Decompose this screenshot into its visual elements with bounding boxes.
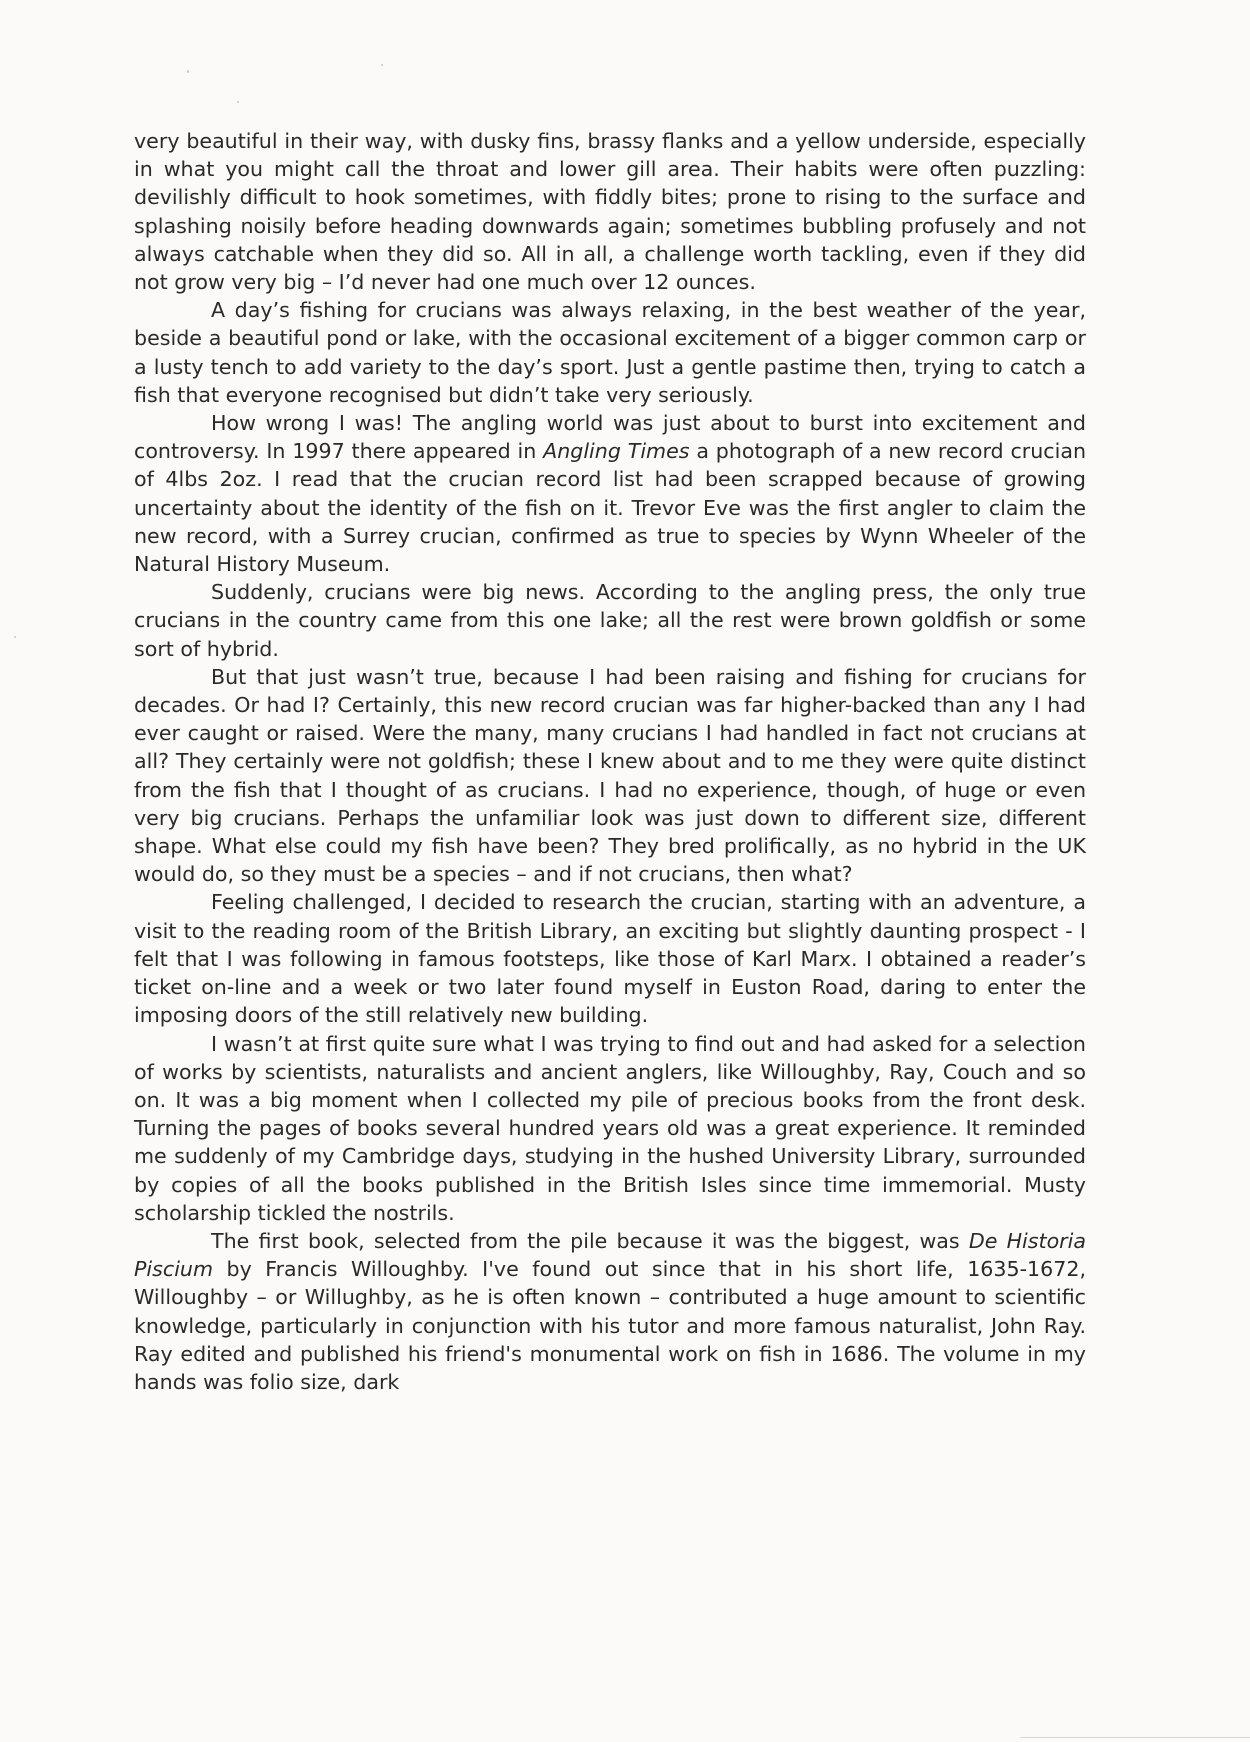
scan-speck: [14, 636, 16, 638]
paragraph-text: very beautiful in their way, with dusky fins, brassy flanks and a yellow underside, especially in what you might call the throat and lower gill area. Their habits were often puzzling: devilishly difficult to hook sometimes, with fiddly bites; prone to rising to the surface and splashing noisily before heading downwards again; sometimes bubbling profusely and not always catchable when they did so. All in all, a challenge worth tackling, even if they did not grow very big – I’d never had one much over 12 ounces.: [134, 129, 1086, 295]
scan-speck: [187, 70, 189, 73]
paragraph-text: But that just wasn’t true, because I had been raising and fishing for crucians for decades. Or had I? Certainly, this new record crucian was far higher-backed than any I had ever caught or raised. Were the many, many crucians I had handled in fact not crucians at all? They certainly were not goldfish; these I knew about and to me they were quite distinct from the fish that I thought of as crucians. I had no experience, though, of huge or even very big crucians. Perhaps the unfamiliar look was just down to different size, different shape. What else could my fish have been? They bred prolifically, as no hybrid in the UK would do, so they must be a species – and if not crucians, then what?: [134, 664, 1086, 887]
paragraph: [134, 409, 1086, 578]
italic-title: Angling Times: [543, 439, 690, 464]
scan-speck: [381, 64, 383, 66]
paragraph: [134, 1030, 1086, 1227]
paragraph-text: a photograph of a new record crucian of 4lbs 2oz. I read that the crucian record list had been scrapped because of growing uncertainty about the identity of the fish on it. Trevor Eve was the first angler to claim the new record, with a Surrey crucian, confirmed as true to species by Wynn Wheeler of the Natural History Museum.: [134, 439, 1087, 577]
body-text: [134, 127, 1086, 1396]
paragraph: [134, 663, 1086, 889]
paragraph-text: I wasn’t at first quite sure what I was trying to find out and had asked for a selection of works by scientists, naturalists and ancient anglers, like Willoughby, Ray, Couch and so on. It was a big moment when I collected my pile of precious books from the front desk. Turning the pages of books several hundred years old was a great experience. It reminded me suddenly of my Cambridge days, studying in the hushed University Library, surrounded by copies of all the books published in the British Isles since time immemorial. Musty scholarship tickled the nostrils.: [134, 1031, 1086, 1225]
paragraph: [134, 1227, 1086, 1396]
paragraph: [134, 888, 1086, 1029]
paragraph-text: by Francis Willoughby. I've found out since that in his short life, 1635-1672, Willoughby – or Willughby, as he is often known – contributed a huge amount to scientific knowledge, particularly in conjunction with his tutor and more famous naturalist, John Ray. Ray edited and published his friend's monumental work on fish in 1686. The volume in my hands was folio size, dark: [134, 1257, 1086, 1394]
italic-title: De Historia Piscium: [134, 1228, 1086, 1282]
paragraph-text: Feeling challenged, I decided to research the crucian, starting with an adventure, a visit to the reading room of the British Library, an exciting but slightly daunting prospect - I felt that I was following in famous footsteps, like those of Karl Marx. I obtained a reader’s ticket on-line and a week or two later found myself in Euston Road, daring to enter the imposing doors of the still relatively new building.: [134, 890, 1086, 1028]
paragraph-text: The first book, selected from the pile because it was the biggest, was: [211, 1228, 969, 1253]
paragraph-text: Suddenly, crucians were big news. According to the angling press, the only true crucians in the country came from this one lake; all the rest were brown goldfish or some sort of hybrid.: [134, 580, 1086, 661]
paragraph: [134, 578, 1086, 663]
page-edge-rule: [1020, 1737, 1250, 1738]
scan-speck: [237, 101, 239, 103]
paragraph: [134, 296, 1086, 409]
paragraph: [134, 127, 1086, 296]
paragraph-text: A day’s fishing for crucians was always relaxing, in the best weather of the year, beside a beautiful pond or lake, with the occasional excitement of a bigger common carp or a lusty tench to add variety to the day’s sport. Just a gentle pastime then, trying to catch a fish that everyone recognised but didn’t take very seriously.: [134, 298, 1086, 407]
paragraph-text: How wrong I was! The angling world was just about to burst into excitement and controversy. In 1997 there appeared in: [134, 411, 1086, 464]
